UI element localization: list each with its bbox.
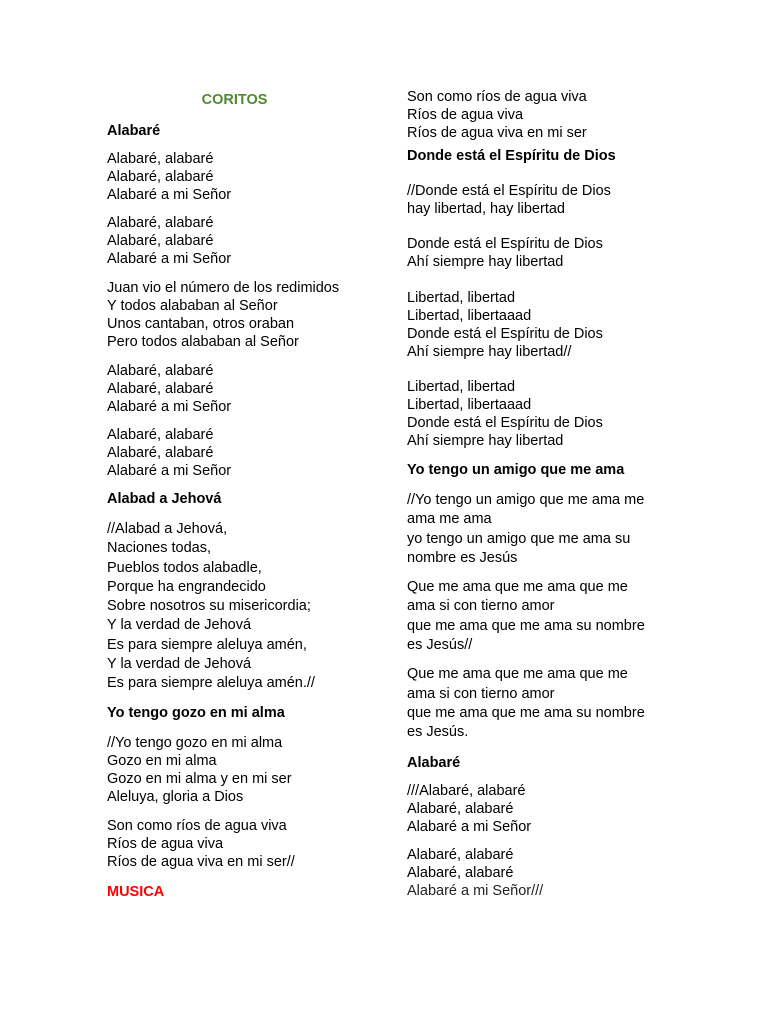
lyric-line: Donde está el Espíritu de Dios [407,415,603,431]
lyric-line: Alabaré, alabaré [107,445,214,461]
lyric-line: Y todos alababan al Señor [107,298,278,314]
lyric-line: Es para siempre aleluya amén.// [107,675,315,692]
lyric-line: es Jesús// [407,637,473,654]
lyric-line: Es para siempre aleluya amén, [107,636,307,653]
song-title: Alabad a Jehová [107,491,222,507]
lyric-line: ama si con tierno amor [407,598,555,615]
stanza [107,520,377,694]
stanza [407,289,697,361]
lyric-line: Alabaré, alabaré [407,864,514,881]
stanza [107,150,377,204]
lyric-line: Alabaré a mi Señor [107,463,232,479]
lyric-line: es Jesús. [407,724,469,741]
lyric-line: Que me ama que me ama que me [407,666,628,683]
lyric-line: Libertad, libertaaad [407,308,532,324]
lyric-line: hay libertad, hay libertad [407,201,565,217]
lyric-line: Alabaré, alabaré [107,363,214,379]
lyric-line: Pero todos alababan al Señor [107,334,299,350]
lyric-line: //Alabad a Jehová, [107,521,228,537]
stanza [407,378,697,450]
lyric-line: Gozo en mi alma [107,752,217,769]
lyric-line: Alabaré a mi Señor [107,399,232,415]
lyric-line: ama si con tierno amor [407,685,555,702]
lyric-line: Alabaré a mi Señor [407,818,532,835]
song-title: Yo tengo gozo en mi alma [107,704,285,721]
lyric-line: Ríos de agua viva en mi ser// [107,853,295,870]
song-title: Donde está el Espíritu de Dios [407,148,616,164]
stanza [407,578,697,655]
lyric-line: ///Alabaré, alabaré [407,782,526,799]
lyric-line: Donde está el Espíritu de Dios [407,236,603,252]
lyric-line: Ríos de agua viva [107,835,224,852]
stanza [407,491,697,568]
right-column-body [407,88,697,900]
lyric-line: Alabaré a mi Señor [107,251,232,267]
lyric-line: Alabaré, alabaré [407,800,514,817]
lyric-line: Alabaré a mi Señor/// [407,882,544,899]
lyric-line: Que me ama que me ama que me [407,579,628,596]
right-column [407,88,697,900]
lyric-line: Ríos de agua viva en mi ser [407,125,587,141]
lyric-line: que me ama que me ama su nombre [407,617,645,634]
stanza [407,88,697,142]
page-title: CORITOS [201,92,268,108]
lyric-line: Unos cantaban, otros oraban [107,316,295,332]
lyric-line: //Yo tengo un amigo que me ama me [407,492,645,508]
lyric-line: Alabaré, alabaré [107,427,214,443]
lyric-line: //Yo tengo gozo en mi alma [107,734,283,751]
song-title: Alabaré [107,123,161,139]
lyric-line: Gozo en mi alma y en mi ser [107,770,292,787]
stanza [107,214,377,268]
lyric-line: Ríos de agua viva [407,107,524,123]
left-column-body [107,122,377,871]
lyric-line: Son como ríos de agua viva [407,89,587,105]
lyric-line: yo tengo un amigo que me ama su [407,530,631,547]
stanza [407,182,697,218]
stanza [107,426,377,480]
lyric-line: Libertad, libertaaad [407,397,532,413]
lyric-line: Alabaré, alabaré [107,151,214,167]
lyric-line: Y la verdad de Jehová [107,617,252,634]
lyric-line: Sobre nosotros su misericordia; [107,598,311,615]
lyric-line: Pueblos todos alabadle, [107,559,262,576]
stanza [407,235,697,271]
lyric-line: Porque ha engrandecido [107,578,266,595]
stanza [407,846,697,900]
lyric-line: //Donde está el Espíritu de Dios [407,183,611,199]
left-column [107,88,377,901]
lyric-line: Alabaré a mi Señor [107,187,232,203]
lyric-line: que me ama que me ama su nombre [407,704,645,721]
lyric-line: Alabaré, alabaré [407,846,514,863]
song-title: Alabaré [407,754,461,771]
lyric-line: Ahí siempre hay libertad [407,254,564,270]
stanza [407,782,697,836]
lyric-line: Libertad, libertad [407,379,516,395]
lyric-line: nombre es Jesús [407,549,518,566]
lyric-line: Ahí siempre hay libertad// [407,344,572,360]
lyric-line: Ahí siempre hay libertad [407,433,564,449]
lyric-line: Alabaré, alabaré [107,233,214,249]
lyric-line: Donde está el Espíritu de Dios [407,326,603,342]
lyric-line: Alabaré, alabaré [107,215,214,231]
lyric-line: Alabaré, alabaré [107,381,214,397]
lyric-line: ama me ama [407,511,492,528]
stanza [107,734,377,806]
lyric-line: Juan vio el número de los redimidos [107,280,340,296]
song-title: Yo tengo un amigo que me ama [407,462,625,478]
stanza [107,279,377,351]
lyric-line: Naciones todas, [107,540,211,557]
stanza [407,665,697,742]
lyric-line: Libertad, libertad [407,290,516,306]
lyric-line: Y la verdad de Jehová [107,656,252,673]
stanza [107,362,377,416]
lyric-line: Aleluya, gloria a Dios [107,788,244,805]
lyric-line: Alabaré, alabaré [107,169,214,185]
lyric-line: Son como ríos de agua viva [107,817,287,834]
section-title-musica: MUSICA [107,883,165,900]
stanza [107,817,377,871]
